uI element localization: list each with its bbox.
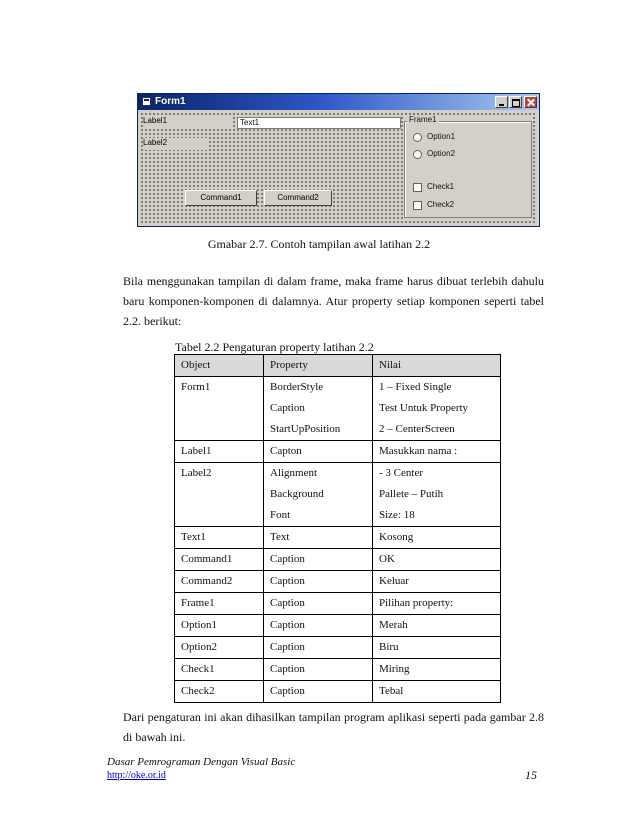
cell-value [373, 637, 501, 659]
vb-frame1 [403, 115, 533, 219]
cell-object: Check1 [175, 659, 264, 681]
cell-value [373, 659, 501, 681]
checkbox-icon [413, 201, 422, 210]
vb-label2-text: Label2 [143, 138, 168, 147]
value-line: Pilihan property: [379, 597, 454, 609]
property-line: Caption [270, 641, 305, 653]
vb-label1-text: Label1 [143, 116, 168, 125]
cell-property [264, 463, 373, 527]
paragraph-intro [123, 271, 544, 331]
cell-property [264, 615, 373, 637]
cell-value [373, 615, 501, 637]
cell-property [264, 377, 373, 441]
cell-value [373, 441, 501, 463]
vb-text1-textbox[interactable]: Text1 [237, 117, 401, 129]
cell-value [373, 681, 501, 703]
cell-property [264, 549, 373, 571]
cell-property [264, 593, 373, 615]
vb-label1[interactable] [143, 116, 231, 128]
value-line: Biru [379, 641, 399, 653]
table-row [175, 593, 501, 615]
property-line: Alignment [270, 467, 318, 479]
table-header-row [175, 355, 501, 377]
vb-frame1-caption: Frame1 [409, 115, 437, 124]
cell-value [373, 571, 501, 593]
radio-icon [413, 150, 422, 159]
footer-book-title: Dasar Pemrograman Dengan Visual Basic [107, 756, 296, 768]
property-line: Capton [270, 445, 302, 457]
table-row [175, 571, 501, 593]
property-line: StartUpPosition [270, 423, 341, 435]
property-line: Caption [270, 597, 305, 609]
maximize-button[interactable] [509, 96, 522, 108]
header-object: Object [175, 355, 264, 377]
value-line: Kosong [379, 531, 414, 543]
property-line: Font [270, 509, 291, 521]
minimize-button[interactable] [495, 96, 508, 108]
table-title: Tabel 2.2 Pengaturan property latihan 2.2 [175, 340, 374, 354]
value-line: Keluar [379, 575, 409, 587]
value-line: 1 – Fixed Single [379, 381, 452, 393]
value-line: Masukkan nama : [379, 445, 458, 457]
value-line: Merah [379, 619, 408, 631]
table-row [175, 377, 501, 441]
vb-form-title: Form1 [155, 96, 186, 107]
vb-form-titlebar [138, 94, 539, 110]
cell-property [264, 681, 373, 703]
property-line: BorderStyle [270, 381, 324, 393]
property-line: Caption [270, 553, 305, 565]
cell-object: Check2 [175, 681, 264, 703]
value-line: - 3 Center [379, 467, 423, 479]
cell-object: Option1 [175, 615, 264, 637]
vb-check1-label: Check1 [427, 182, 455, 191]
vb-form-window [137, 93, 540, 227]
vb-check2-label: Check2 [427, 200, 455, 209]
cell-object: Command2 [175, 571, 264, 593]
cell-property [264, 659, 373, 681]
value-line: 2 – CenterScreen [379, 423, 455, 435]
value-line: Test Untuk Property [379, 402, 469, 414]
cell-value [373, 377, 501, 441]
vb-option2-label: Option2 [427, 149, 456, 158]
paragraph-result [123, 707, 544, 747]
table-row [175, 615, 501, 637]
footer-url-link[interactable]: http://oke.or.id [107, 770, 166, 781]
table-row [175, 463, 501, 527]
value-line: Tebal [379, 685, 404, 697]
cell-property [264, 441, 373, 463]
vb-command2-button[interactable]: Command2 [264, 190, 332, 206]
property-line: Caption [270, 619, 305, 631]
cell-object: Text1 [175, 527, 264, 549]
close-button[interactable] [524, 96, 537, 108]
value-line: Miring [379, 663, 410, 675]
vb-option1-label: Option1 [427, 132, 456, 141]
cell-object: Form1 [175, 377, 264, 441]
table-row [175, 659, 501, 681]
cell-object: Option2 [175, 637, 264, 659]
paragraph-intro-text: Bila menggunakan tampilan di dalam frame, maka frame harus dibuat terlebih dahulu baru komponen-komponen di dalamnya. Atur property setiap komponen seperti tabel 2.2. berikut: [123, 274, 544, 328]
cell-property [264, 527, 373, 549]
cell-value [373, 463, 501, 527]
cell-value [373, 549, 501, 571]
cell-object: Frame1 [175, 593, 264, 615]
table-row [175, 549, 501, 571]
paragraph-result-text: Dari pengaturan ini akan dihasilkan tampilan program aplikasi seperti pada gambar 2.8 di bawah ini. [123, 710, 544, 744]
table-row [175, 681, 501, 703]
table-row [175, 637, 501, 659]
page-number: 15 [525, 768, 537, 782]
cell-value [373, 593, 501, 615]
checkbox-icon [413, 183, 422, 192]
cell-property [264, 571, 373, 593]
cell-value [373, 527, 501, 549]
property-line: Caption [270, 685, 305, 697]
vb-frame1-border [404, 121, 532, 218]
property-line: Text [270, 531, 290, 543]
figure-caption: Gmabar 2.7. Contoh tampilan awal latihan 2.2 [207, 237, 431, 251]
cell-property [264, 637, 373, 659]
cell-object: Command1 [175, 549, 264, 571]
cell-object: Label2 [175, 463, 264, 527]
table-row [175, 441, 501, 463]
value-line: Size: 18 [379, 509, 415, 521]
value-line: OK [379, 553, 395, 565]
form-icon [142, 97, 151, 106]
property-line: Caption [270, 402, 305, 414]
header-property: Property [264, 355, 373, 377]
cell-object: Label1 [175, 441, 264, 463]
vb-form-client-area [140, 112, 537, 224]
table-row [175, 527, 501, 549]
value-line: Pallete – Putih [379, 488, 444, 500]
property-line: Caption [270, 663, 305, 675]
header-nilai: Nilai [373, 355, 501, 377]
vb-label2[interactable] [143, 138, 207, 150]
property-table [174, 354, 501, 703]
property-line: Background [270, 488, 324, 500]
vb-command1-button[interactable]: Command1 [185, 190, 257, 206]
radio-icon [413, 133, 422, 142]
property-line: Caption [270, 575, 305, 587]
